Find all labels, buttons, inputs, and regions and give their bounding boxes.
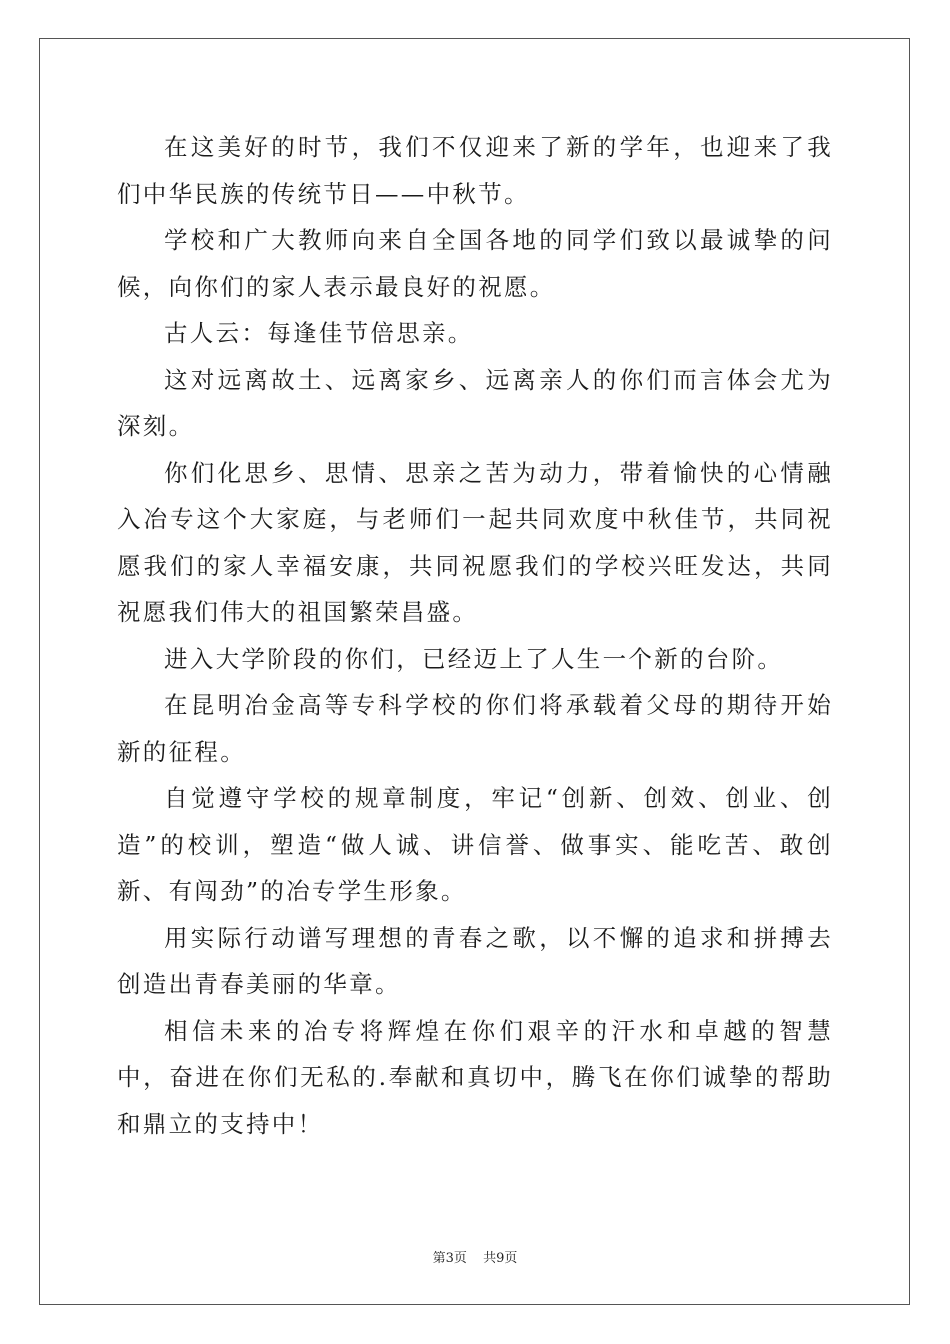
paragraph: 相信未来的冶专将辉煌在你们艰辛的汗水和卓越的智慧中，奋进在你们无私的.奉献和真切中，腾飞在你们诚挚的帮助和鼎立的支持中！ — [117, 1016, 833, 1138]
paragraph: 这对远离故土、远离家乡、远离亲人的你们而言体会尤为深刻。 — [117, 365, 833, 440]
paragraph: 学校和广大教师向来自全国各地的同学们致以最诚挚的问候，向你们的家人表示最良好的祝愿。 — [117, 226, 833, 301]
page-total: 共9页 — [483, 1251, 518, 1266]
paragraph: 古人云：每逢佳节倍思亲。 — [164, 319, 474, 347]
page-footer — [0, 1247, 950, 1266]
paragraph: 进入大学阶段的你们，已经迈上了人生一个新的台阶。 — [164, 644, 784, 673]
paragraph: 用实际行动谱写理想的青春之歌，以不懈的追求和拼搏去创造出青春美丽的华章。 — [117, 923, 833, 998]
paragraph: 在这美好的时节，我们不仅迎来了新的学年，也迎来了我们中华民族的传统节日——中秋节。 — [117, 133, 833, 208]
paragraph: 在昆明冶金高等专科学校的你们将承载着父母的期待开始新的征程。 — [117, 691, 833, 766]
paragraph: 自觉遵守学校的规章制度，牢记“创新、创效、创业、创造”的校训，塑造“做人诚、讲信誉、做事实、能吃苦、敢创新、有闯劲”的冶专学生形象。 — [117, 784, 833, 905]
page-number: 第3页 — [432, 1251, 467, 1266]
document-body — [117, 124, 833, 1147]
paragraph: 你们化思乡、思情、思亲之苦为动力，带着愉快的心情融入冶专这个大家庭，与老师们一起共同欢度中秋佳节，共同祝愿我们的家人幸福安康，共同祝愿我们的学校兴旺发达，共同祝愿我们伟大的祖国繁荣昌盛。 — [117, 458, 833, 626]
